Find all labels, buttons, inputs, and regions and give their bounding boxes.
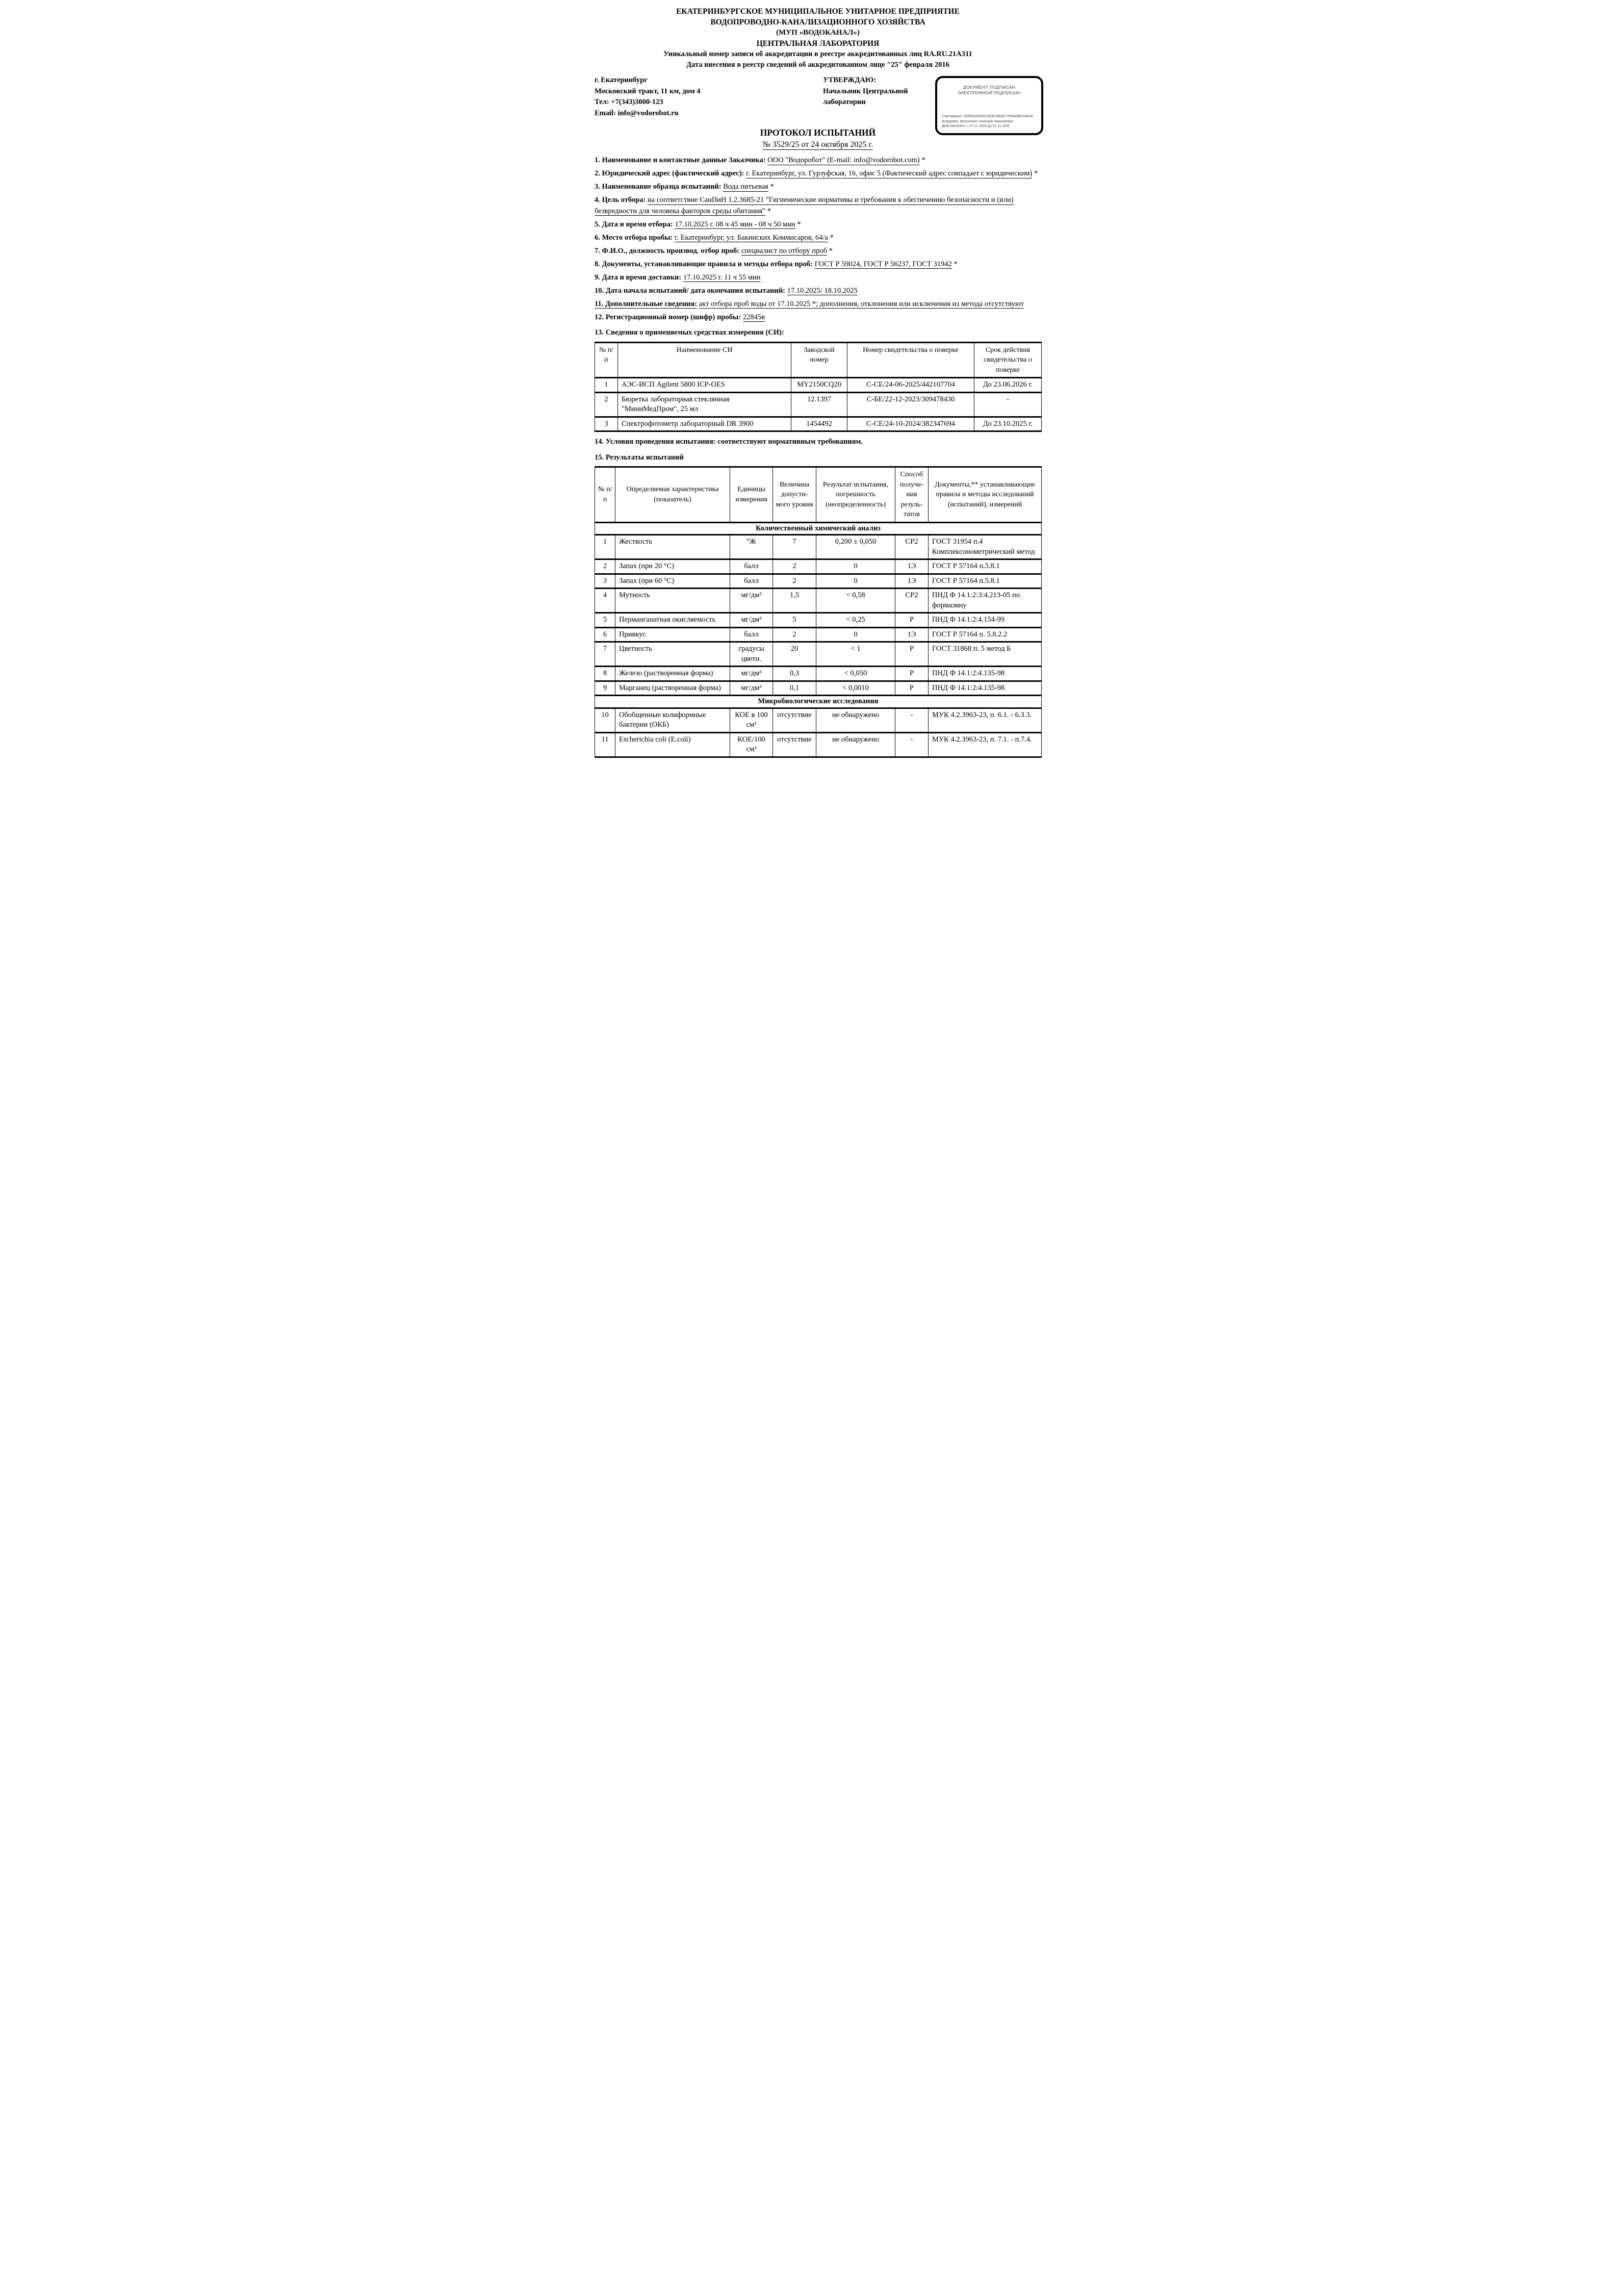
table-cell: 7 [773, 535, 816, 559]
approval-label: УТВЕРЖДАЮ: [823, 76, 876, 84]
table-cell: 20 [773, 642, 816, 667]
item-value: акт отбора проб воды от 17.10.2025 *; дополнения, отклонения или исключения из метода отсутствуют [699, 299, 1024, 308]
table-cell: Обобщенные колиформные бактерии (ОКБ) [615, 708, 730, 732]
table-cell: До 23.10.2025 г. [974, 417, 1042, 431]
table-cell: КОЕ в 100 см³ [730, 708, 773, 732]
item-value: Вода питьевая [723, 183, 768, 191]
measuring-instruments-table [595, 342, 1042, 432]
table-cell: Жесткость [615, 535, 730, 559]
column-header: Заводской номер [791, 342, 847, 378]
table-cell: ГОСТ Р 57164 п.5.8.1 [929, 574, 1042, 589]
item-value: г. Екатеринбург, ул. Бакинских Коммисаров, 64/а [674, 233, 828, 242]
section-title: Количественный химический анализ [595, 522, 1042, 535]
table-cell: СР2 [895, 589, 929, 613]
table-cell: Привкус [615, 627, 730, 642]
table-cell: < 0,050 [816, 667, 895, 681]
item-value: г. Екатеринбург, ул. Гурзуфская, 16, офис 5 (Фактический адрес совпадает с юридическим) [746, 169, 1033, 177]
column-header: № п/п [595, 342, 618, 378]
column-header: Срок действия свидетельства о поверке [974, 342, 1042, 378]
item-footnote-mark: * [795, 220, 801, 228]
table-row [595, 574, 1042, 589]
stamp-certificate-block [942, 114, 1037, 129]
item-value: ООО "Водоробот" (E-mail: info@vodorobot.com) [767, 156, 920, 164]
table-cell: Спектрофотометр лабораторный DR 3900 [618, 417, 791, 431]
table-row [595, 392, 1042, 417]
column-header: Величина допустимого уровня [773, 467, 816, 523]
item-6-sampling-place [595, 233, 1041, 244]
document-page [541, 0, 1082, 767]
table-cell: 1Э [895, 559, 929, 574]
column-header: Результат испытания, погрешность (неопределенность) [816, 467, 895, 523]
table-cell: АЭС-ИСП Agilent 5800 ICP-OES [618, 378, 791, 393]
org-name-line1: ЕКАТЕРИНБУРГСКОЕ МУНИЦИПАЛЬНОЕ УНИТАРНОЕ ПРЕДПРИЯТИЕ [676, 7, 960, 16]
item-label: 1. Наименование и контактные данные Заказчика: [595, 156, 766, 164]
item-footnote-mark: * [827, 246, 833, 255]
table-cell: 1,5 [773, 589, 816, 613]
contact-address: Московский тракт, 11 км, дом 4 [595, 87, 701, 95]
table-cell: ГОСТ 31954 п.4 Комплексонометрический метод [929, 535, 1042, 559]
item-10-test-dates [595, 286, 1041, 297]
item-15-results-heading: 15. Результаты испытаний [595, 453, 684, 462]
table-cell: МУК 4.2.3963-23, п. 6.1. - 6.3.3. [929, 708, 1042, 732]
item-13-si-heading: 13. Сведения о применяемых средствах измерения (СИ): [595, 328, 784, 337]
table-row [595, 559, 1042, 574]
table-cell: 0 [816, 559, 895, 574]
stamp-title-line1: ДОКУМЕНТ ПОДПИСАН [963, 85, 1016, 90]
table-cell: ПНД Ф 14.1:2:4.135-98 [929, 681, 1042, 696]
table-cell: ПНД Ф 14.1:2:3:4.213-05 по формазину [929, 589, 1042, 613]
table-cell: - [895, 732, 929, 757]
column-header: Наименование СИ [618, 342, 791, 378]
table-cell: Бюретка лабораторная стеклянная "МиниМедПром", 25 мл [618, 392, 791, 417]
table-cell: - [974, 392, 1042, 417]
stamp-certificate: Сертификат: 05999AA00021B2B298497755444BC54D40 [942, 115, 1034, 119]
item-12-registration-number [595, 312, 1041, 323]
table-cell: Цветность [615, 642, 730, 667]
item-value: на соответствие СанПиН 1.2.3685-21 "Гигиенические нормативы и требования к обеспечению безопасности и (или) безвредности для человека факторов среды обитания" [595, 196, 1014, 215]
table-cell: < 1 [816, 642, 895, 667]
stamp-title [942, 85, 1037, 96]
test-results-table [595, 466, 1042, 758]
item-1-customer [595, 155, 1041, 166]
column-header: Способ получения результатов [895, 467, 929, 523]
table-cell: С-БЕ/22-12-2023/309478430 [847, 392, 974, 417]
item-label: 5. Дата и время отбора: [595, 220, 673, 228]
section-row-chemical [595, 522, 1042, 535]
table-row [595, 627, 1042, 642]
item-label: 6. Место отбора пробы: [595, 233, 673, 242]
table-cell: ПНД Ф 14.1:2:4.154-99 [929, 613, 1042, 628]
table-cell: < 0,25 [816, 613, 895, 628]
item-label: 10. Дата начала испытаний/ дата окончания испытаний: [595, 286, 786, 295]
item-7-sampler [595, 246, 1041, 257]
table-cell: 1Э [895, 627, 929, 642]
table-cell: Мутность [615, 589, 730, 613]
table-cell: ПНД Ф 14.1:2:4.135-98 [929, 667, 1042, 681]
table-cell: 3 [595, 417, 618, 431]
item-3-sample-name [595, 182, 1041, 193]
table-cell: 0,200 ± 0,050 [816, 535, 895, 559]
approval-block [823, 75, 911, 108]
protocol-number [595, 139, 1041, 150]
table-cell: 0,1 [773, 681, 816, 696]
table-cell: мг/дм³ [730, 613, 773, 628]
table-cell: 2 [773, 559, 816, 574]
table-cell: 2 [595, 392, 618, 417]
item-label: 2. Юридический адрес (фактический адрес): [595, 169, 744, 177]
table-cell: мг/дм³ [730, 681, 773, 696]
table-cell: 0 [816, 574, 895, 589]
table-cell: мг/дм³ [730, 589, 773, 613]
item-label: 4. Цель отбора: [595, 196, 646, 204]
column-header: Документы,** устанавливающие правила и методы исследований (испытаний), измерений [929, 467, 1042, 523]
table-cell: 12.1397 [791, 392, 847, 417]
table-cell: 2 [773, 574, 816, 589]
stamp-title-line2: ЭЛЕКТРОННОЙ ПОДПИСЬЮ [958, 90, 1021, 95]
table-cell: 1454492 [791, 417, 847, 431]
table-cell: МУК 4.2.3963-23, п. 7.1. - п.7.4. [929, 732, 1042, 757]
table-row [595, 417, 1042, 431]
item-value: 17.10.2025 г. 11 ч 55 мин [683, 273, 761, 282]
table-cell: Марганец (растворенная форма) [615, 681, 730, 696]
table-cell: До 23.06.2026 г. [974, 378, 1042, 393]
protocol-items [595, 155, 1041, 339]
digital-signature-stamp [935, 76, 1043, 135]
stamp-validity: Действителен: с 07.11.2024 до 07.11.2025 [942, 124, 1010, 129]
item-9-delivery-datetime [595, 272, 1041, 284]
table-cell: Запах (при 20 °С) [615, 559, 730, 574]
item-label: 11. Дополнительные сведения: [595, 299, 698, 308]
table-cell: градусы цветн. [730, 642, 773, 667]
table-cell: ГОСТ 31868 п. 5 метод Б [929, 642, 1042, 667]
table-cell: Escherichia coli (E.coli) [615, 732, 730, 757]
table-cell: Р [895, 681, 929, 696]
item-value: специалист по отбору проб [741, 246, 828, 255]
item-footnote-mark: * [768, 183, 774, 191]
table-cell: ГОСТ Р 57164 п.5.8.1 [929, 559, 1042, 574]
table-cell: Железо (растворенная форма) [615, 667, 730, 681]
item-5-sampling-datetime [595, 219, 1041, 231]
table-cell: 9 [595, 681, 615, 696]
table-row [595, 535, 1042, 559]
table-cell: 0,3 [773, 667, 816, 681]
item-4-sampling-purpose [595, 195, 1041, 217]
accreditation-number-line: Уникальный номер записи об аккредитации в реестре аккредитованных лиц RA.RU.21АЗ11 [663, 50, 972, 58]
item-8-sampling-docs [595, 259, 1041, 270]
contact-city: г. Екатеринбург [595, 76, 648, 84]
item-2-legal-address [595, 168, 1041, 180]
contact-phone: Тел: +7(343)3000-123 [595, 98, 663, 106]
table-cell: 2 [773, 627, 816, 642]
org-name-line3: (МУП «ВОДОКАНАЛ») [776, 29, 860, 37]
item-footnote-mark: * [765, 207, 771, 215]
table-cell: балл [730, 627, 773, 642]
table-cell: 1 [595, 378, 618, 393]
section-row-microbiology [595, 696, 1042, 708]
item-value: 17.10.2025/ 18.10.2025 [787, 286, 858, 295]
item-label: 3. Наименование образца испытаний: [595, 183, 722, 191]
table-cell: не обнаружено [816, 732, 895, 757]
table-row [595, 681, 1042, 696]
table-cell: КОЕ/100 см³ [730, 732, 773, 757]
table-cell: не обнаружено [816, 708, 895, 732]
table-cell: С-СЕ/24-06-2025/442107704 [847, 378, 974, 393]
table-cell: отсутствие [773, 708, 816, 732]
table-row [595, 378, 1042, 393]
item-14-conditions: 14. Условия проведения испытания: соответствуют нормативным требованиям. [595, 438, 863, 446]
table-cell: 4 [595, 589, 615, 613]
column-header: Определяемая характеристика (показатель) [615, 467, 730, 523]
organization-header [595, 6, 1041, 70]
org-name-line2: ВОДОПРОВОДНО-КАНАЛИЗАЦИОННОГО ХОЗЯЙСТВА [710, 18, 925, 27]
table-cell: Запах (при 60 °С) [615, 574, 730, 589]
contact-email: Email: info@vodorobot.ru [595, 109, 679, 117]
section-title: Микробиологические исследования [595, 696, 1042, 708]
table-cell: Перманганатная окисляемость [615, 613, 730, 628]
table-cell: балл [730, 574, 773, 589]
table-cell: 2 [595, 559, 615, 574]
protocol-title: ПРОТОКОЛ ИСПЫТАНИЙ [760, 127, 876, 138]
table-cell: 5 [773, 613, 816, 628]
table-header-row [595, 342, 1042, 378]
item-label: 8. Документы, устанавливающие правила и методы отбора проб: [595, 260, 813, 268]
item-footnote-mark: * [1032, 169, 1038, 177]
stamp-owner: Владелец: Белоножко Николай Николаевич [942, 119, 1014, 123]
table-row [595, 708, 1042, 732]
table-cell: MY2150CQ20 [791, 378, 847, 393]
approver-position: Начальник Центральной лаборатории [823, 87, 908, 106]
table-cell: Р [895, 667, 929, 681]
table-cell: 6 [595, 627, 615, 642]
lab-name: ЦЕНТРАЛЬНАЯ ЛАБОРАТОРИЯ [756, 39, 880, 48]
table-cell: С-СЕ/24-10-2024/382347694 [847, 417, 974, 431]
item-footnote-mark: * [828, 233, 834, 242]
table-cell: < 0,0010 [816, 681, 895, 696]
table-cell: < 0,58 [816, 589, 895, 613]
table-cell: 7 [595, 642, 615, 667]
item-footnote-mark: * [919, 156, 925, 164]
table-cell: Р [895, 613, 929, 628]
item-footnote-mark: * [951, 260, 958, 268]
table-cell: отсутствие [773, 732, 816, 757]
table-row [595, 589, 1042, 613]
table-cell: 3 [595, 574, 615, 589]
column-header: № п/п [595, 467, 615, 523]
protocol-number-text: № 3529/25 от 24 октября 2025 г. [762, 140, 873, 149]
table-cell: балл [730, 559, 773, 574]
table-cell: 5 [595, 613, 615, 628]
info-row [595, 75, 1041, 129]
table-row [595, 667, 1042, 681]
table-cell: ГОСТ Р 57164 п. 5.8.2.2 [929, 627, 1042, 642]
item-value: 22845в [742, 313, 765, 321]
registry-date-line: Дата внесения в реестр сведений об аккредитованном лице "25" февраля 2016 [686, 61, 949, 69]
table-cell: - [895, 708, 929, 732]
table-row [595, 642, 1042, 667]
item-label: 12. Регистрационный номер (шифр) пробы: [595, 313, 741, 321]
table-header-row [595, 467, 1042, 523]
table-cell: 1 [595, 535, 615, 559]
item-value: ГОСТ Р 59024, ГОСТ Р 56237, ГОСТ 31942 [814, 260, 952, 268]
column-header: Единицы измерения [730, 467, 773, 523]
table-cell: Р [895, 642, 929, 667]
table-cell: 8 [595, 667, 615, 681]
item-11-additional-info [595, 299, 1041, 310]
table-cell: °Ж [730, 535, 773, 559]
table-cell: 11 [595, 732, 615, 757]
table-cell: 10 [595, 708, 615, 732]
table-cell: мг/дм³ [730, 667, 773, 681]
table-row [595, 732, 1042, 757]
item-label: 7. Ф.И.О., должность производ. отбор проб: [595, 246, 740, 255]
item-value: 17.10.2025 г. 08 ч 45 мин - 08 ч 50 мин [675, 220, 795, 228]
table-cell: 1Э [895, 574, 929, 589]
table-cell: 0 [816, 627, 895, 642]
column-header: Номер свидетельства о поверке [847, 342, 974, 378]
item-label: 9. Дата и время доставки: [595, 273, 682, 282]
table-row [595, 613, 1042, 628]
table-cell: СР2 [895, 535, 929, 559]
